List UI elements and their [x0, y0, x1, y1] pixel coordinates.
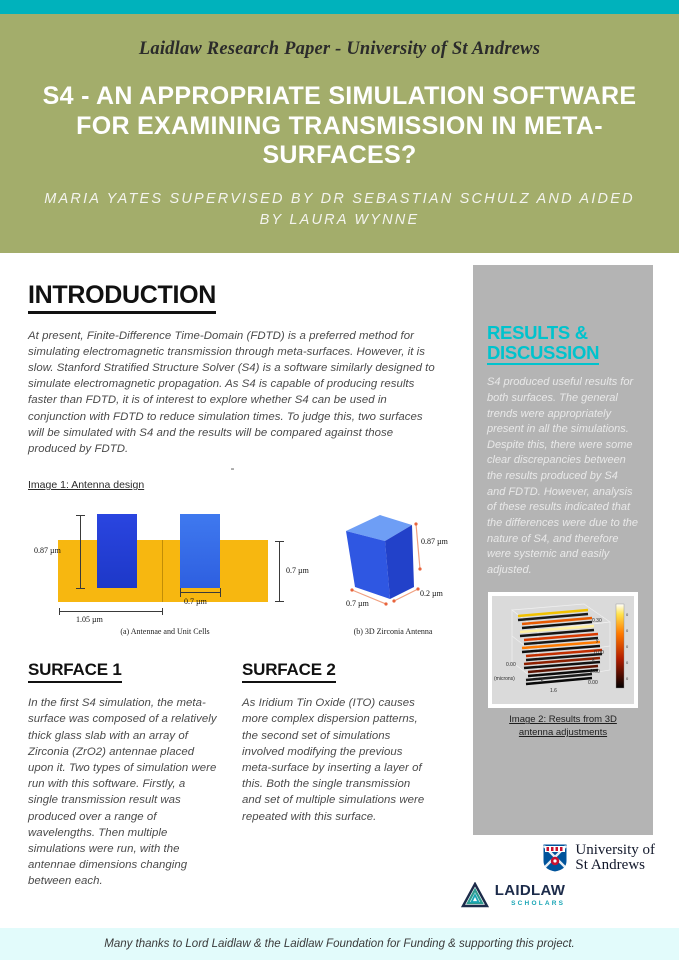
svg-text:0.00: 0.00: [588, 680, 598, 687]
antenna-post-left: [97, 514, 137, 588]
antenna-post-right: [180, 514, 220, 588]
dim-cap-pitch-left: [59, 608, 60, 615]
svg-text:x: x: [592, 657, 595, 664]
dim-label-width: 0.7 µm: [184, 597, 207, 607]
poster-header: [0, 14, 679, 253]
results-plot-image: [488, 592, 638, 708]
laidlaw-name: LAIDLAW: [494, 882, 566, 899]
svg-text:0.00: 0.00: [506, 662, 516, 669]
plot-canvas: [492, 596, 634, 704]
results-heading-line2: DISCUSSION: [487, 342, 600, 364]
figure-antenna-design: [28, 503, 458, 638]
dim-cap-slab-bottom: [275, 601, 284, 602]
svg-text:0: 0: [626, 660, 629, 666]
right-column: [455, 253, 679, 890]
svg-text:0: 0: [626, 628, 629, 634]
image2-caption: Image 2: Results from 3D antenna adjustments: [509, 714, 617, 739]
dim-label-3d-depth: 0.2 µm: [420, 589, 443, 599]
surface-1-block: [28, 660, 218, 889]
surface2-text: As Iridium Tin Oxide (ITO) causes more complex dispersion patterns, the second set of simulations involved modifying the previous meta-surface by inserting a layer of this. Both the single transmission and set of multiple simulations were repeated with this surface.: [242, 697, 425, 823]
dim-line-slab: [279, 541, 280, 602]
dim-label-slab: 0.7 µm: [286, 566, 309, 576]
laidlaw-logo: [405, 882, 621, 908]
image1-caption: Image 1: Antenna design: [28, 479, 145, 492]
university-line-1: University of: [575, 841, 655, 858]
dim-label-3d-width: 0.7 µm: [346, 599, 369, 609]
left-column: [0, 253, 455, 890]
figure-panel-a-caption: (a) Antennae and Unit Cells: [120, 627, 210, 637]
logo-group: [405, 843, 655, 909]
svg-text:0: 0: [626, 644, 629, 650]
svg-text:0.30: 0.30: [592, 618, 602, 625]
results-text: S4 produced useful results for both surfaces. The general trends were appropriately present in all the simulations. Despite this, there were some clear discrepancies between the results produced by S4 and FDTD. However, analysis of these results indicated that the differences were due to the nature of S4, and therefore were systemic and easily adjusted.: [487, 376, 639, 576]
results-heading-line1: RESULTS &: [487, 321, 588, 343]
dim-cap-bottom: [76, 588, 85, 589]
introduction-text: At present, Finite-Difference Time-Domain (FDTD) is a preferred method for simulating electromagnetic transmission through meta-surfaces. However, it is slow. Stanford Stratified Structure Solver (S4) is a software similarly designed to simulate electromagnetic propagation. As S4 is capable of producing results faster than FDTD, it is of interest to explore whether S4 can be used in conjunction with FDTD to reduce simulation times. To judge this, two surfaces will be simulated with S4 and the results will be compared against those produced by FDTD.: [28, 329, 435, 456]
surface2-heading: SURFACE 2: [242, 660, 336, 683]
footer-thanks-text: Many thanks to Lord Laidlaw & the Laidlaw Foundation for Funding & supporting this project.: [104, 938, 575, 950]
svg-text:0: 0: [626, 612, 629, 618]
dim-cap-slab-top: [275, 541, 284, 542]
laidlaw-sub: SCHOLARS: [511, 900, 566, 907]
separator-dash: -: [230, 461, 235, 476]
laidlaw-wordmark: [495, 883, 565, 907]
top-accent-bar: [0, 0, 679, 14]
unit-cell-divider: [162, 540, 163, 602]
st-andrews-crest-icon: [542, 843, 568, 873]
surfaces-row: [28, 660, 437, 889]
dim-line-pitch: [59, 611, 163, 612]
results-heading: [487, 323, 599, 366]
introduction-heading: INTRODUCTION: [28, 281, 216, 314]
heatmap-3d-svg: [492, 596, 634, 704]
svg-text:(microns): (microns): [494, 676, 515, 683]
svg-text:0: 0: [626, 676, 629, 682]
dim-cap-top: [76, 515, 85, 516]
figure-panel-b-caption: (b) 3D Zirconia Antenna: [353, 627, 433, 637]
surface1-text: In the first S4 simulation, the meta-surface was composed of a relatively thick glass slab with an array of Zirconia (ZrO2) antennae placed upon it. Two types of simulation were run with this software. Firstly, a single transmission result was produced over a range of wavelengths. Then multiple simulations were run, with the antennae dimensions changing between each.: [28, 697, 217, 888]
university-line-2: St Andrews: [575, 857, 646, 874]
surface-2-block: [242, 660, 432, 889]
dim-line-width: [180, 592, 221, 593]
results-discussion-card: [473, 265, 653, 835]
dim-label-height: 0.87 µm: [34, 546, 61, 556]
svg-text:1.6: 1.6: [550, 688, 557, 695]
university-logo: [405, 843, 655, 875]
header-kicker: Laidlaw Research Paper - University of St Andrews: [138, 39, 541, 59]
dim-line-height: [80, 515, 81, 589]
dim-label-3d-height: 0.87 µm: [421, 537, 448, 547]
poster-body: [0, 253, 679, 890]
laidlaw-triangle-icon: [461, 882, 489, 908]
author-line: MARIA YATES SUPERVISED BY DR SEBASTIAN SCHULZ AND AIDED BY LAURA WYNNE: [44, 190, 635, 228]
surface1-heading: SURFACE 1: [28, 660, 122, 683]
svg-text:z: z: [541, 677, 544, 684]
svg-text:0.00: 0.00: [594, 650, 604, 657]
poster-footer: [0, 928, 679, 960]
page-title: S4 - AN APPROPRIATE SIMULATION SOFTWARE FOR EXAMINING TRANSMISSION IN META-SURFACES?: [42, 82, 637, 170]
svg-text:y: y: [596, 638, 599, 645]
dim-cap-width-left: [180, 588, 181, 597]
substrate-slab: [58, 540, 268, 602]
dim-cap-pitch-right: [162, 608, 163, 615]
dim-label-pitch: 1.05 µm: [76, 615, 103, 625]
svg-text:0.60: 0.60: [590, 669, 600, 676]
dim-cap-width-right: [220, 588, 221, 597]
university-wordmark: [575, 843, 655, 875]
